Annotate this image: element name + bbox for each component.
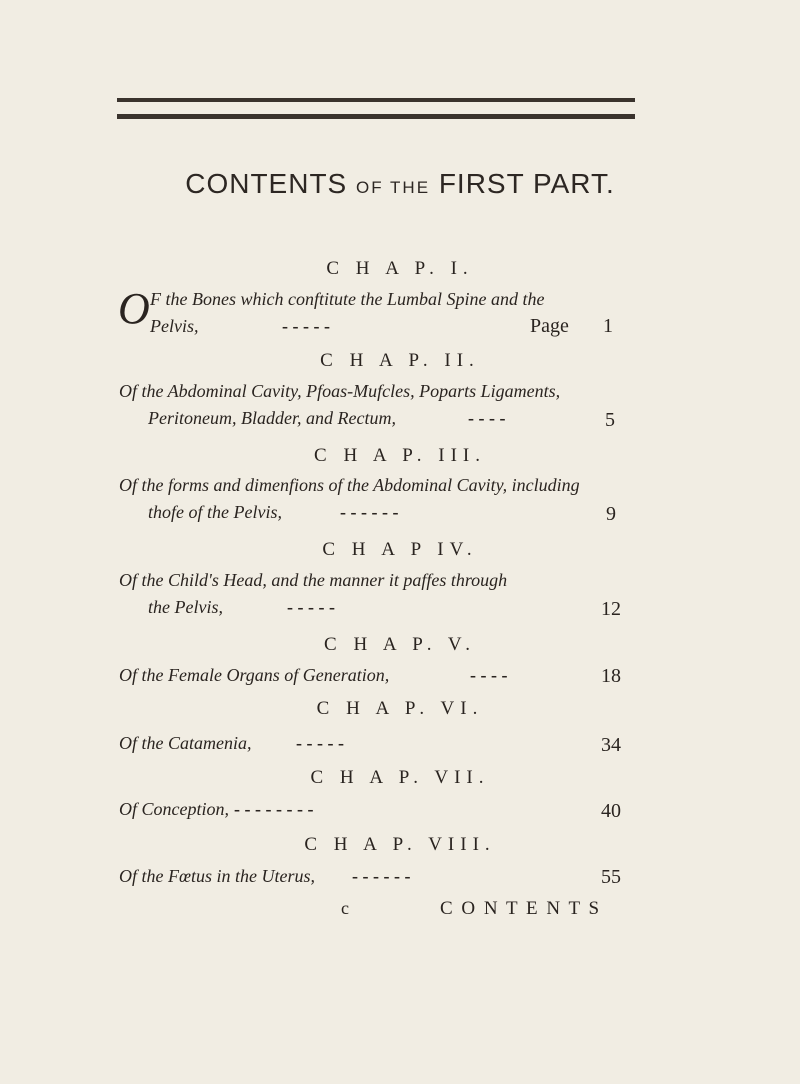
chapter-3-line-1: Of the forms and dimenfions of the Abdominal Cavity, including: [119, 475, 580, 495]
title-part: FIRST PART.: [438, 168, 615, 199]
chapter-heading-8: C H A P. VIII.: [304, 834, 496, 855]
drop-cap: O: [118, 284, 150, 333]
chapter-heading-1: C H A P. I.: [326, 258, 474, 279]
title-of: OF THE: [356, 178, 431, 197]
leader-dashes: - - - - -: [296, 733, 344, 753]
chapter-2-line-2: Peritoneum, Bladder, and Rectum,: [148, 408, 396, 428]
page-number-8: 55: [601, 866, 621, 888]
page-title: [0, 168, 800, 200]
title-main: CONTENTS: [185, 168, 348, 199]
chapter-6-line-1: Of the Catamenia,: [119, 733, 252, 753]
chapter-2-line-1: Of the Abdominal Cavity, Pfoas-Mufcles, Poparts Ligaments,: [119, 381, 561, 401]
chapter-heading-3: C H A P. III.: [314, 445, 486, 466]
chapter-3-line-2: thofe of the Pelvis,: [148, 502, 282, 522]
chapter-4-line-2: the Pelvis,: [148, 597, 223, 617]
chapter-5-line-1: Of the Female Organs of Generation,: [119, 665, 390, 685]
signature-mark: c: [341, 898, 349, 918]
top-rule: [117, 98, 635, 102]
chapter-1-line-2: Pelvis,: [150, 316, 199, 336]
leader-dashes: - - - - -: [287, 597, 335, 617]
page-number-1: 1: [603, 315, 613, 337]
leader-dashes: - - - - -: [282, 316, 330, 336]
chapter-heading-2: C H A P. II.: [320, 350, 480, 371]
page-prefix: Page: [530, 315, 569, 337]
page-number-4: 12: [601, 598, 621, 620]
chapter-heading-5: C H A P. V.: [324, 634, 476, 655]
page-number-3: 9: [606, 503, 616, 525]
catchword: C O N T E N T S: [440, 898, 602, 919]
chapter-4-line-1: Of the Child's Head, and the manner it paffes through: [119, 570, 508, 590]
page-number-5: 18: [601, 665, 621, 687]
chapter-heading-4: C H A P IV.: [322, 539, 478, 560]
leader-dashes: - - - - - -: [340, 502, 399, 522]
chapter-7-line-1: Of Conception,: [119, 799, 229, 819]
chapter-heading-6: C H A P. VI.: [316, 698, 484, 719]
chapter-heading-7: C H A P. VII.: [310, 767, 490, 788]
page-number-2: 5: [605, 409, 615, 431]
leader-dashes: - - - -: [470, 665, 508, 685]
leader-dashes: - - - - - - - -: [234, 799, 314, 819]
leader-dashes: - - - -: [468, 408, 506, 428]
second-rule: [117, 114, 635, 119]
chapter-8-line-1: Of the Fœtus in the Uterus,: [119, 866, 315, 886]
chapter-1-line-1: F the Bones which conftitute the Lumbal Spine and the: [150, 289, 545, 309]
page-number-7: 40: [601, 800, 621, 822]
page-number-6: 34: [601, 734, 621, 756]
leader-dashes: - - - - - -: [352, 866, 411, 886]
